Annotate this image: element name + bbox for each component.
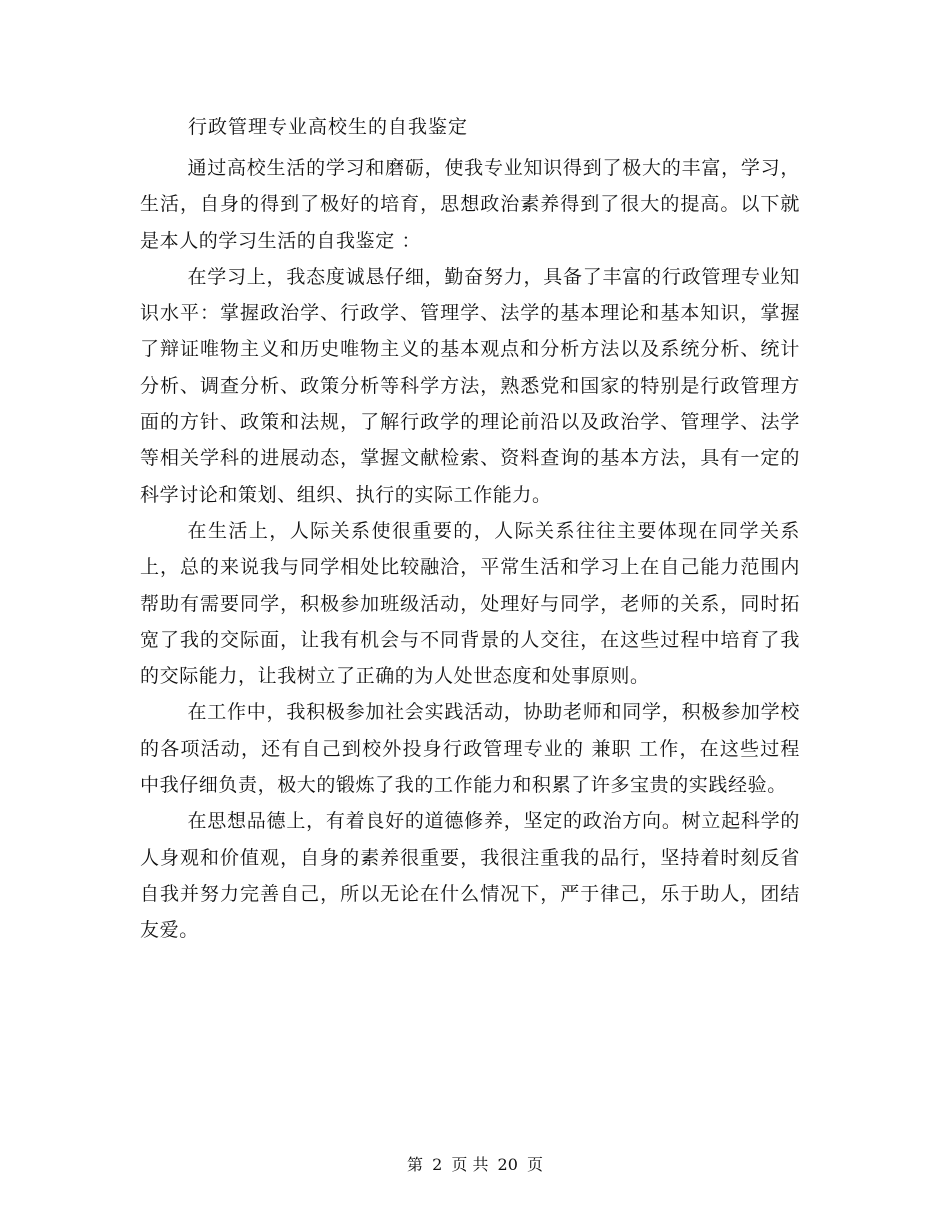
document-body [140, 150, 800, 949]
footer-suffix: 页 [527, 1155, 544, 1174]
paragraph-study: 在学习上，我态度诚恳仔细，勤奋努力，具备了丰富的行政管理专业知识水平：掌握政治学、行政学、管理学、法学的基本理论和基本知识，掌握了辩证唯物主义和历史唯物主义的基本观点和分析方法以及系统分析、统计分析、调查分析、政策分析等科学方法，熟悉党和国家的特别是行政管理方面的方针、政策和法规，了解行政学的理论前沿以及政治学、管理学、法学等相关学科的进展动态，掌握文献检索、资料查询的基本方法，具有一定的科学讨论和策划、组织、执行的实际工作能力。 [140, 265, 800, 506]
footer-current-page: 2 [432, 1155, 443, 1174]
paragraph-life: 在生活上，人际关系使很重要的，人际关系往往主要体现在同学关系上，总的来说我与同学相处比较融洽，平常生活和学习上在自己能力范围内帮助有需要同学，积极参加班级活动，处理好与同学，老师的关系，同时拓宽了我的交际面，让我有机会与不同背景的人交往，在这些过程中培育了我的交际能力，让我树立了正确的为人处世态度和处事原则。 [140, 519, 800, 688]
footer-middle: 页 共 [451, 1155, 489, 1174]
footer-prefix: 第 [406, 1155, 423, 1174]
page-number-footer [0, 1154, 950, 1176]
paragraph-work: 在工作中，我积极参加社会实践活动，协助老师和同学，积极参加学校的各项活动，还有自己到校外投身行政管理专业的 兼职 工作，在这些过程中我仔细负责，极大的锻炼了我的工作能力和积累了许多宝贵的实践经验。 [140, 701, 800, 797]
paragraph-intro: 通过高校生活的学习和磨砺，使我专业知识得到了极大的丰富，学习，生活，自身的得到了极好的培育，思想政治素养得到了很大的提高。以下就是本人的学习生活的自我鉴定 ： [140, 157, 800, 252]
document-title: 行政管理专业高校生的自我鉴定 [188, 116, 469, 138]
footer-total-pages: 20 [497, 1155, 518, 1174]
paragraph-morality: 在思想品德上，有着良好的道德修养，坚定的政治方向。树立起科学的人身观和价值观，自身的素养很重要，我很注重我的品行，坚持着时刻反省自我并努力完善自己，所以无论在什么情况下，严于律己，乐于助人，团结友爱。 [140, 810, 800, 942]
